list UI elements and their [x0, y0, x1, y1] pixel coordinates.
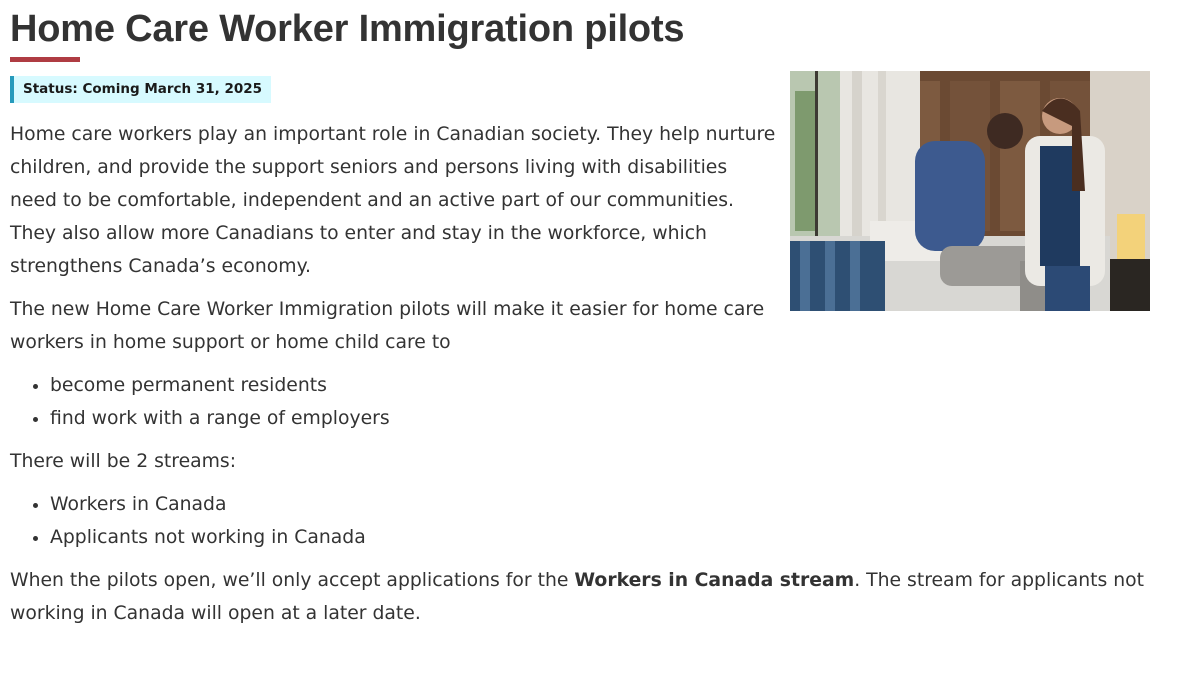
- streams-list: [10, 488, 1160, 554]
- list-item: • find work with a range of employers: [50, 402, 1160, 435]
- intro-paragraph: Home care workers play an important role in Canadian society. They help nurture children, and provide the support seniors and persons living with disabilities need to be comfortable, independent and an active part of our communities. They also allow more Canadians to enter and stay in the workforce, which strengthens Canada’s economy.: [10, 124, 776, 277]
- list-item: • become permanent residents: [50, 369, 1160, 402]
- main-content: [10, 118, 1160, 640]
- page-title: Home Care Worker Immigration pilots: [10, 8, 685, 50]
- closing-text-after: . The stream for applicants not working in Canada will open at a later date.: [10, 570, 1145, 624]
- list-item: • Workers in Canada: [50, 488, 1160, 521]
- pilots-lead-paragraph: The new Home Care Worker Immigration pilots will make it easier for home care workers in home support or home child care to: [10, 299, 765, 353]
- workers-in-canada-emphasis: Workers in Canada stream: [574, 570, 855, 591]
- pilot-benefits-list: [10, 369, 1160, 435]
- list-item: • Applicants not working in Canada: [50, 521, 1160, 554]
- closing-text-before: When the pilots open, we’ll only accept applications for the: [10, 570, 575, 591]
- title-underline: [10, 57, 80, 62]
- streams-lead-paragraph: There will be 2 streams:: [10, 451, 237, 472]
- closing-paragraph: [10, 564, 1160, 630]
- status-badge: Status: Coming March 31, 2025: [10, 76, 271, 103]
